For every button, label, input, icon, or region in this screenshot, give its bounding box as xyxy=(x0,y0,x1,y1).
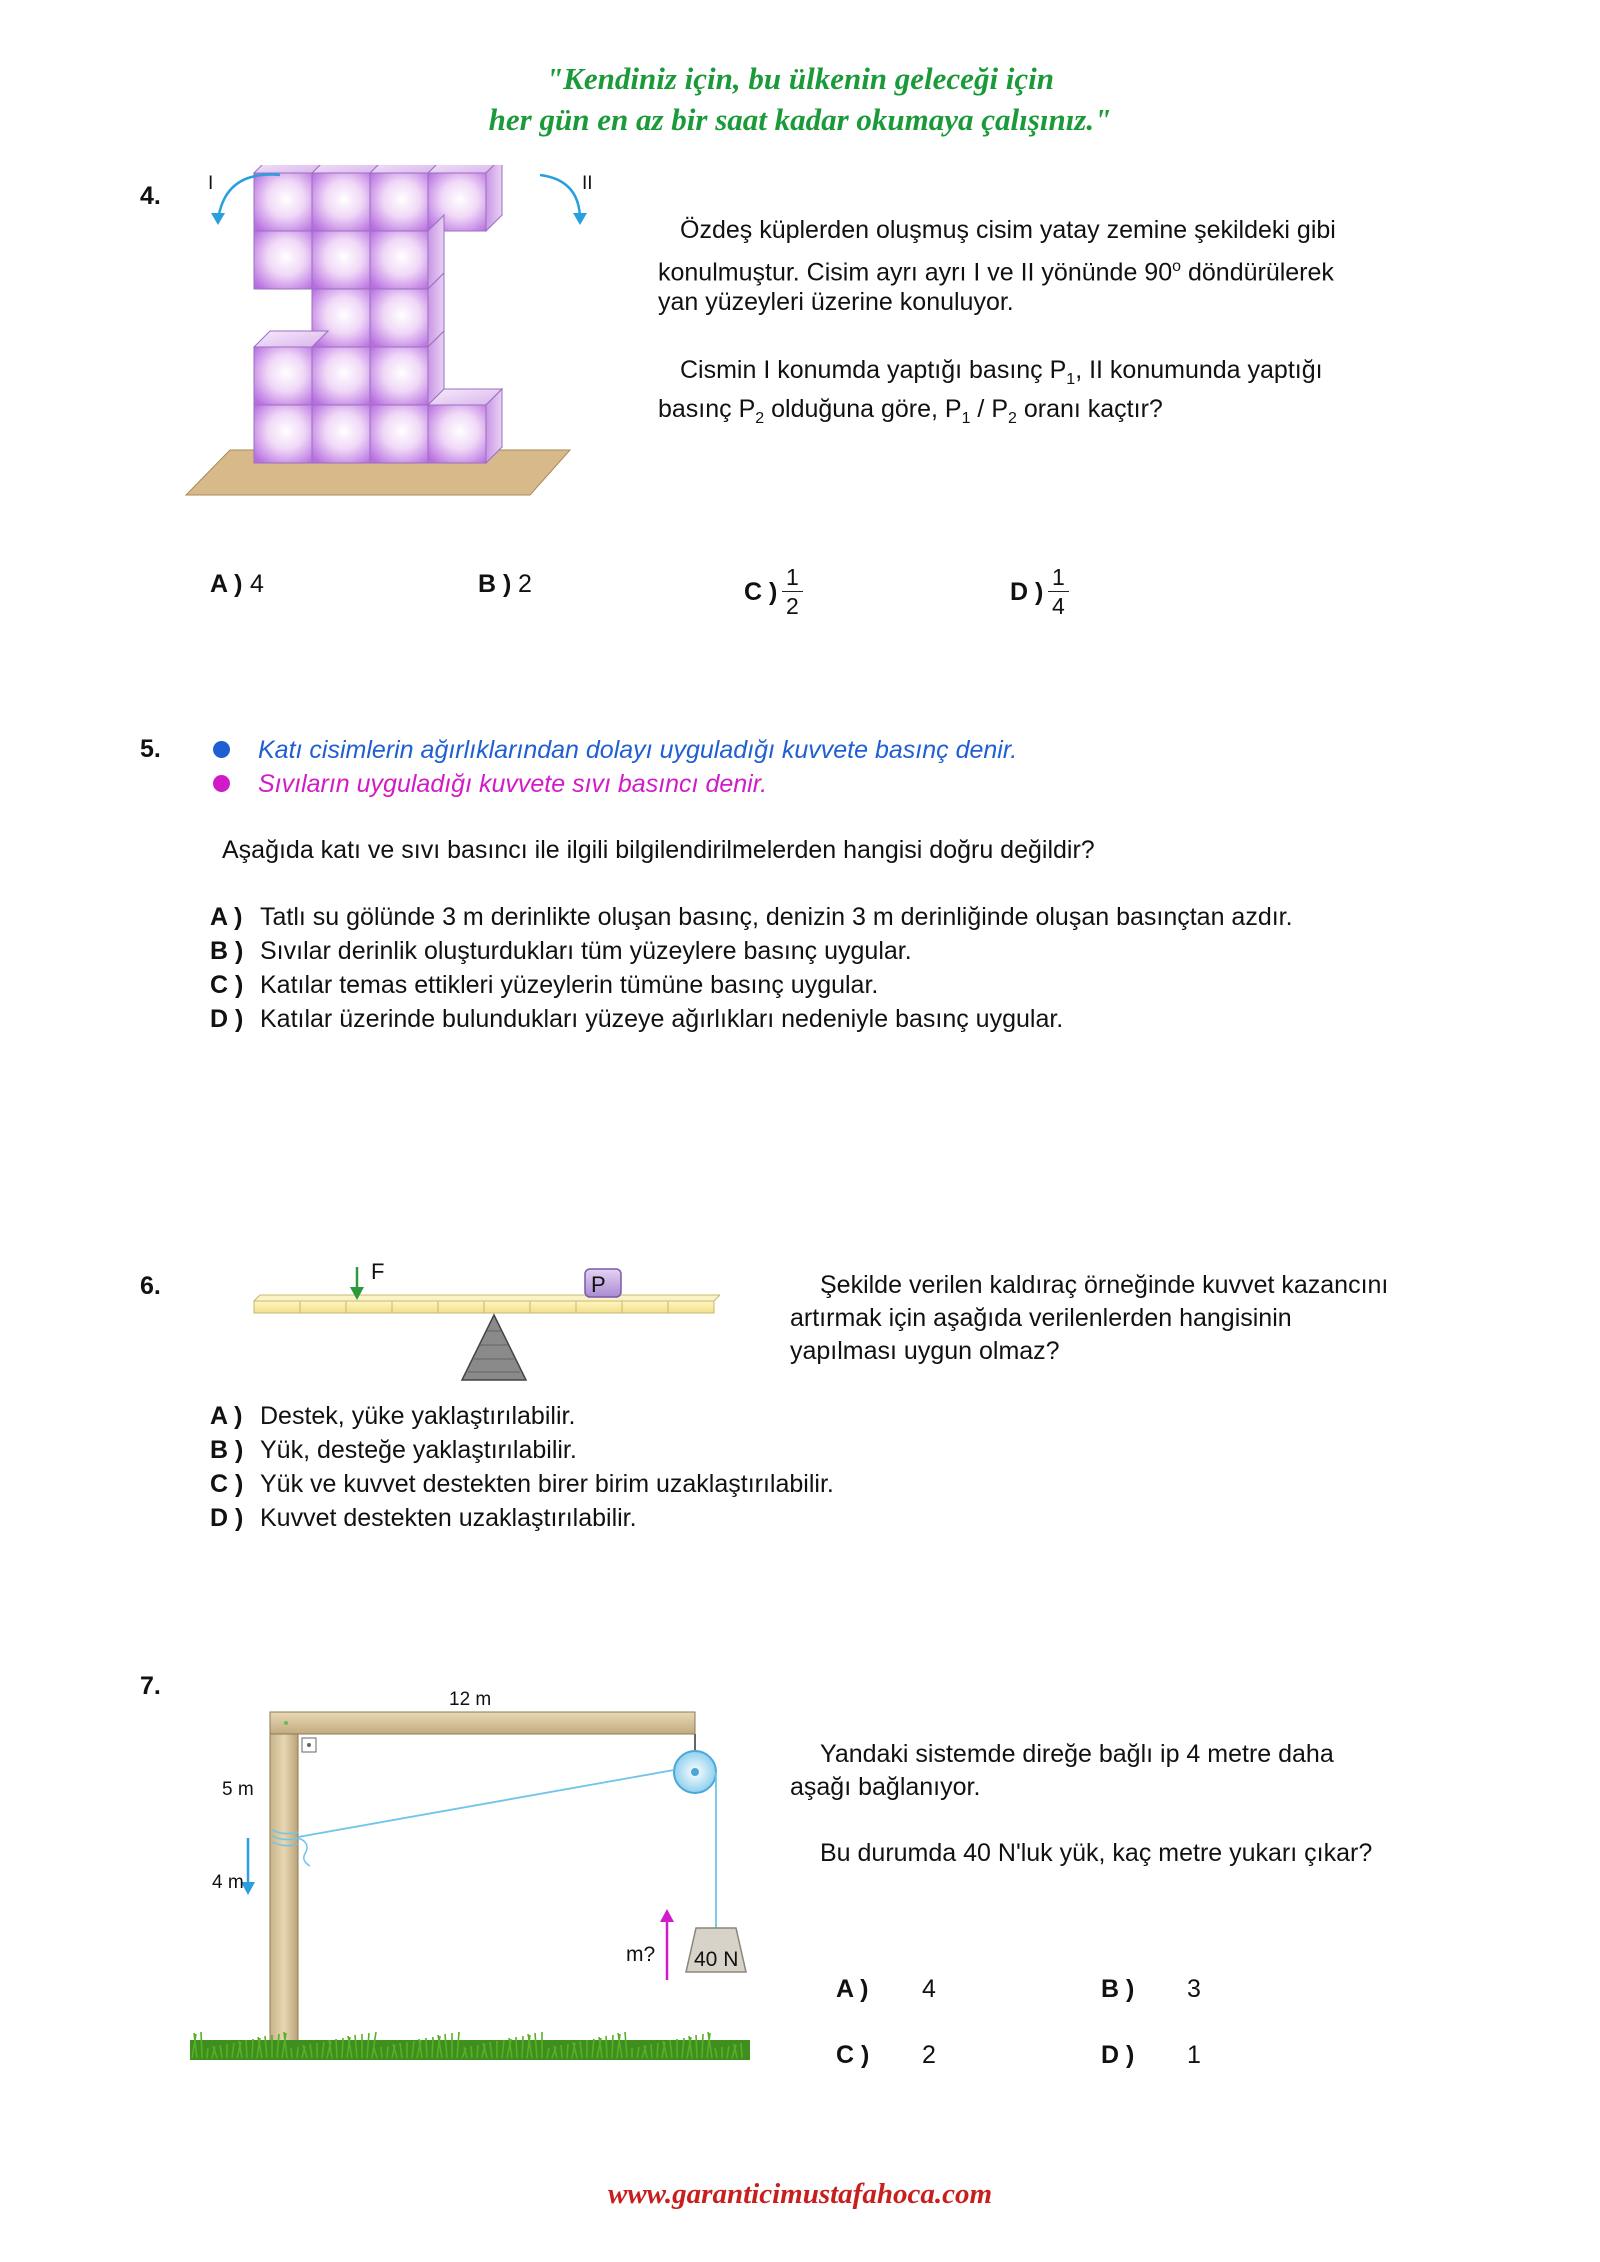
q4-text-line-4: Cismin I konumda yaptığı basınç $P_1$, II konumunda yaptığı xyxy=(680,356,1323,388)
q7-option-d[interactable]: D ) 1 xyxy=(1101,2041,1201,2069)
q6-text-line-3: yapılması uygun olmaz? xyxy=(790,1337,1060,1365)
cube-face xyxy=(254,173,312,231)
question-6-number: 6. xyxy=(140,1272,161,1300)
bullet-smiley-icon xyxy=(213,775,230,792)
cube-face xyxy=(312,347,370,405)
label-load-40N: 40 N xyxy=(694,1948,739,1971)
cube-face xyxy=(370,173,428,231)
q7-option-c[interactable]: C ) 2 xyxy=(836,2041,936,2069)
q7-text-line-3: Bu durumda 40 N'luk yük, kaç metre yukarı çıkar? xyxy=(820,1839,1373,1867)
q4-text-line-2: konulmuştur. Cisim ayrı ayrı I ve II yönünde 90$^o$ döndürülerek xyxy=(658,258,1334,287)
label-P: P xyxy=(591,1272,606,1297)
label-4m: 4 m xyxy=(212,1872,244,1893)
q5-option-b[interactable]: B ) Sıvılar derinlik oluşturdukları tüm yüzeylere basınç uygular. xyxy=(210,937,912,965)
label-12m: 12 m xyxy=(449,1689,492,1710)
motto-line-1: "Kendiniz için, bu ülkenin geleceği için xyxy=(545,61,1055,96)
label-F: F xyxy=(371,1259,385,1284)
cube-face xyxy=(254,347,312,405)
rope xyxy=(298,1770,674,1837)
q5-question: Aşağıda katı ve sıvı basıncı ile ilgili bilgilendirilmelerden hangisi doğru değildir? xyxy=(222,836,1095,864)
q4-option-b[interactable]: B ) 2 xyxy=(478,570,532,598)
cube-face xyxy=(254,405,312,463)
label-m-question: m? xyxy=(626,1943,656,1966)
cube-group xyxy=(254,165,502,463)
cube-stack-figure xyxy=(180,165,640,505)
q6-option-a[interactable]: A ) Destek, yüke yaklaştırılabilir. xyxy=(210,1402,576,1430)
q5-info-1: Katı cisimlerin ağırlıklarından dolayı uyguladığı kuvvete basınç denir. xyxy=(258,736,1018,764)
question-4-number: 4. xyxy=(140,182,161,210)
cube-face xyxy=(312,231,370,289)
cube-face xyxy=(370,405,428,463)
cube-face xyxy=(486,165,502,231)
q6-text-line-2: artırmak için aşağıda verilenlerden hangisinin xyxy=(790,1304,1292,1332)
q5-option-c[interactable]: C ) Katılar temas ettikleri yüzeylerin tümüne basınç uygular. xyxy=(210,971,879,999)
cube-face xyxy=(312,173,370,231)
cube-face xyxy=(254,231,312,289)
q4-option-a[interactable]: A ) 4 xyxy=(210,570,264,598)
q4-text-line-5: basınç $P_2$ olduğuna göre, $P_1 / P_2$ oranı kaçtır? xyxy=(658,395,1163,427)
q7-text-line-2: aşağı bağlanıyor. xyxy=(790,1773,981,1801)
q4-text-line-1: Özdeş küplerden oluşmuş cisim yatay zemine şekildeki gibi xyxy=(680,216,1336,244)
q7-option-a[interactable]: A ) 4 xyxy=(836,1975,936,2003)
q6-text-line-1: Şekilde verilen kaldıraç örneğinde kuvvet kazancını xyxy=(820,1271,1389,1299)
cube-face xyxy=(370,347,428,405)
cube-face xyxy=(370,231,428,289)
cube-face xyxy=(312,405,370,463)
label-5m: 5 m xyxy=(222,1779,254,1800)
pulley-figure xyxy=(190,1690,770,2070)
question-5-number: 5. xyxy=(140,735,161,763)
cube-face xyxy=(370,289,428,347)
question-7-number: 7. xyxy=(140,1672,161,1700)
q4-option-c[interactable]: C ) $\frac{1}{2}$ xyxy=(744,567,803,620)
q5-info-2: Sıvıların uyguladığı kuvvete sıvı basıncı denir. xyxy=(258,770,768,798)
q4-option-d[interactable]: D ) $\frac{1}{4}$ xyxy=(1010,567,1069,620)
q6-option-d[interactable]: D ) Kuvvet destekten uzaklaştırılabilir. xyxy=(210,1504,637,1532)
fulcrum-triangle xyxy=(462,1315,526,1380)
q7-text-line-1: Yandaki sistemde direğe bağlı ip 4 metre daha xyxy=(820,1740,1334,1768)
cube-face xyxy=(428,405,486,463)
q5-option-a[interactable]: A ) Tatlı su gölünde 3 m derinlikte oluşan basınç, denizin 3 m derinliğinde oluşan basınçtan azdır. xyxy=(210,903,1293,931)
q7-option-b[interactable]: B ) 3 xyxy=(1101,1975,1201,2003)
label-I: I xyxy=(208,173,214,194)
q5-option-d[interactable]: D ) Katılar üzerinde bulundukları yüzeye ağırlıkları nedeniyle basınç uygular. xyxy=(210,1005,1064,1033)
q4-text-line-3: yan yüzeyleri üzerine konuluyor. xyxy=(658,288,1014,316)
q6-option-c[interactable]: C ) Yük ve kuvvet destekten birer birim uzaklaştırılabilir. xyxy=(210,1470,834,1498)
footer-website[interactable]: www.garanticimustafahoca.com xyxy=(607,2178,993,2210)
motto-line-2: her gün en az bir saat kadar okumaya çalışınız." xyxy=(488,102,1112,137)
label-II: II xyxy=(582,173,593,194)
bullet-smiley-icon xyxy=(213,741,230,758)
horizontal-beam xyxy=(270,1712,695,1734)
vertical-post xyxy=(270,1712,298,2052)
q6-option-b[interactable]: B ) Yük, desteğe yaklaştırılabilir. xyxy=(210,1436,577,1464)
lever-figure xyxy=(250,1255,720,1395)
